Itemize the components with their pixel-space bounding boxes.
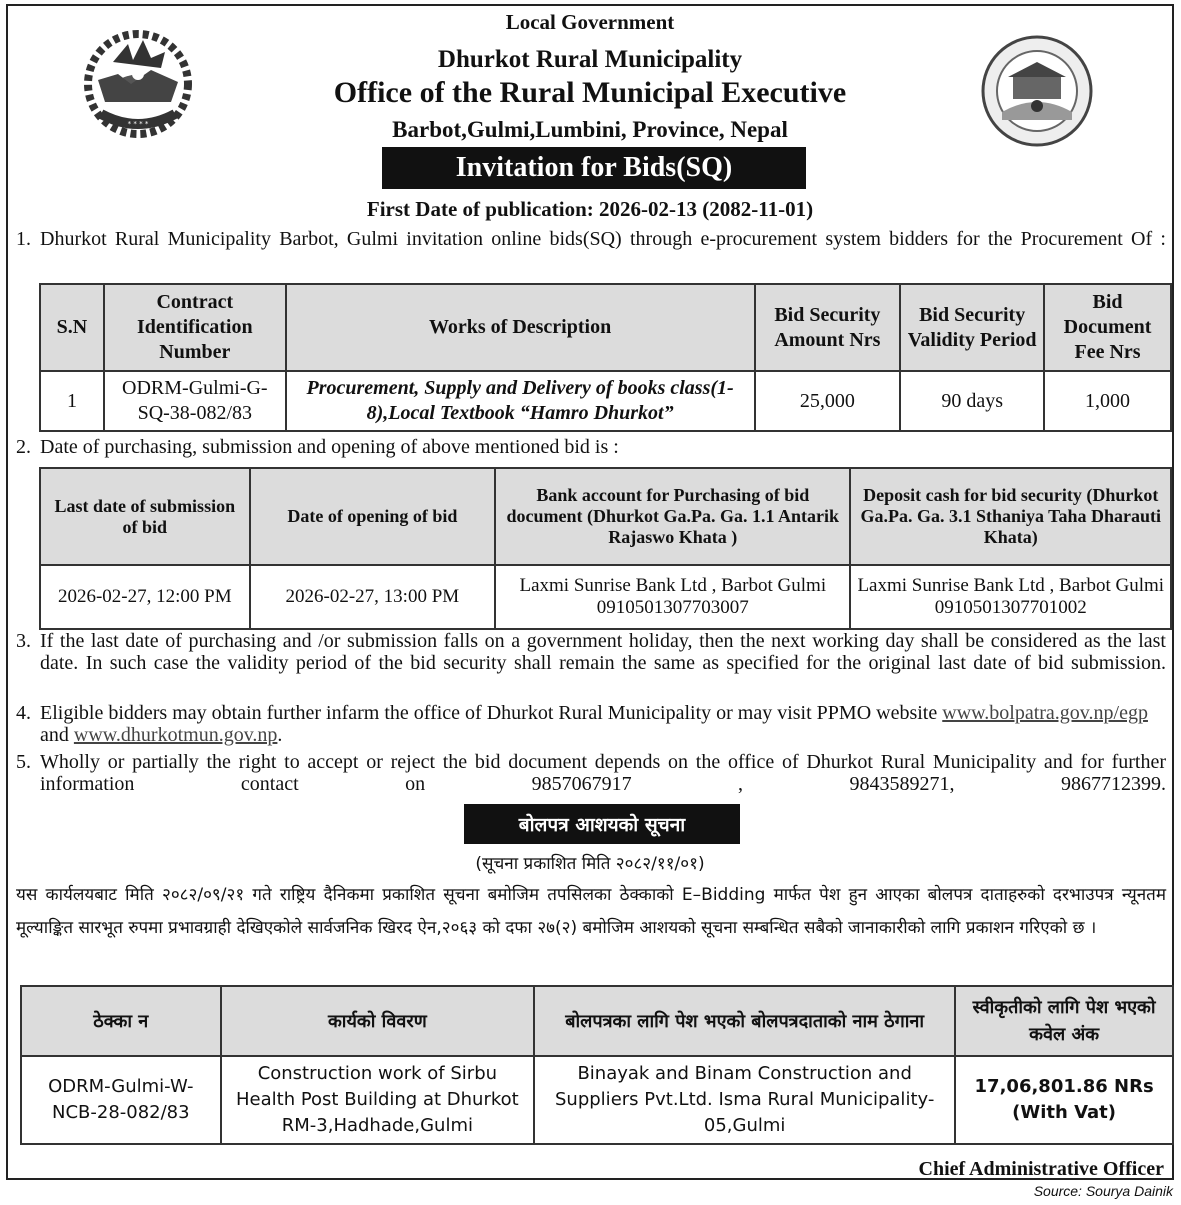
col-work-description: कार्यको विवरण	[221, 986, 535, 1056]
clause-text: If the last date of purchasing and /or submission falls on a government holiday, then the next working day shall be considered as the last date. In such case the validity period of the bid security shall remain the same as specified for the original last date of bid submission.	[40, 630, 1166, 674]
cell-sn: 1	[40, 371, 104, 431]
dhurkotmun-link[interactable]: www.dhurkotmun.gov.np	[73, 724, 278, 746]
clause-4-text-before: Eligible bidders may obtain further infarm the office of Dhurkot Rural Municipality or may visit PPMO website	[40, 702, 943, 724]
intent-notice-paragraph: यस कार्यलयबाट मिति २०८२/०९/२१ गते राष्ट्रिय दैनिकमा प्रकाशित सूचना बमोजिम तपसिलका ठेक्काको E–Bidding मार्फत पेश हुन आएका बोलपत्र दाताहरुको दरभाउपत्र न्यूनतम मूल्याङ्कित सारभूत रुपमा प्रभावग्राही देखिएकोले सार्वजनिक खिरद ऐन,२०६३ को दफा २७(२) बमोजिम आशयको सूचना सम्बन्धित सबैको जानाकारीको लागि प्रकाशन गरिएको छ ।	[16, 885, 1166, 938]
cell-purchase-account: Laxmi Sunrise Bank Ltd , Barbot Gulmi 0910501307703007	[495, 565, 850, 629]
cell-submission-date: 2026-02-27, 12:00 PM	[40, 565, 250, 629]
table-header-row	[40, 284, 1171, 371]
col-validity: Bid Security Validity Period	[900, 284, 1044, 371]
table-row	[21, 1056, 1173, 1144]
clause-text: Dhurkot Rural Municipality Barbot, Gulmi invitation online bids(SQ) through e-procurement system bidders for the Procurement Of :	[40, 228, 1166, 250]
office-name: Office of the Rural Municipal Executive	[333, 76, 847, 109]
col-quoted-amount: स्वीकृतीको लागि पेश भएको कवेल अंक	[955, 986, 1173, 1056]
clause-1	[16, 228, 1166, 272]
clause-number: 5.	[16, 751, 31, 773]
cell-security-account: Laxmi Sunrise Bank Ltd , Barbot Gulmi 0910501307701002	[850, 565, 1171, 629]
municipality-name: Dhurkot Rural Municipality	[437, 46, 743, 73]
clause-number: 4.	[16, 702, 31, 724]
clause-2	[16, 436, 1166, 458]
amount-vat-note: (With Vat)	[1012, 1102, 1117, 1123]
clause-4-text-mid: and	[40, 724, 74, 746]
clause-3	[16, 630, 1166, 696]
col-contract-id: Contract Identification Number	[104, 284, 286, 371]
bid-schedule-table	[39, 467, 1172, 630]
cell-bid-security: 25,000	[755, 371, 901, 431]
clause-text: Date of purchasing, submission and opening of above mentioned bid is :	[40, 436, 619, 458]
col-fee: Bid Document Fee Nrs	[1044, 284, 1171, 371]
office-address: Barbot,Gulmi,Lumbini, Province, Nepal	[392, 117, 788, 142]
bolpatra-link[interactable]: www.bolpatra.gov.np/egp	[942, 702, 1148, 724]
procurement-table	[39, 283, 1172, 432]
clause-number: 2.	[16, 436, 31, 458]
intent-table	[20, 985, 1174, 1145]
table-row	[40, 371, 1171, 431]
cell-description: Procurement, Supply and Delivery of books class(1-8),Local Textbook “Hamro Dhurkot”	[286, 371, 755, 431]
table-header-row	[40, 468, 1171, 565]
col-bid-security: Bid Security Amount Nrs	[755, 284, 901, 371]
amount-value: 17,06,801.86 NRs	[974, 1076, 1154, 1097]
clause-number: 1.	[16, 228, 31, 250]
col-sn: S.N	[40, 284, 104, 371]
cell-bidder: Binayak and Binam Construction and Suppliers Pvt.Ltd. Isma Rural Municipality-05,Gulmi	[534, 1056, 955, 1144]
col-contract-no: ठेक्का न	[21, 986, 221, 1056]
publication-date: First Date of publication: 2026-02-13 (2082-11-01)	[366, 197, 814, 221]
col-opening-date: Date of opening of bid	[250, 468, 495, 565]
table-row	[40, 565, 1171, 629]
cell-work-description: Construction work of Sirbu Health Post Building at Dhurkot RM-3,Hadhade,Gulmi	[221, 1056, 535, 1144]
cell-fee: 1,000	[1044, 371, 1171, 431]
invitation-banner: Invitation for Bids(SQ)	[382, 147, 806, 189]
notice-page	[6, 4, 1174, 1180]
signatory-title: Chief Administrative Officer	[918, 1158, 1164, 1180]
col-purchase-account: Bank account for Purchasing of bid document (Dhurkot Ga.Pa. Ga. 1.1 Antarik Rajaswo Khata )	[495, 468, 850, 565]
cell-validity: 90 days	[900, 371, 1044, 431]
col-security-account: Deposit cash for bid security (Dhurkot Ga.Pa. Ga. 3.1 Sthaniya Taha Dharauti Khata)	[850, 468, 1171, 565]
source-credit: Source: Sourya Dainik	[1033, 1183, 1173, 1199]
clause-number: 3.	[16, 630, 31, 652]
cell-contract-id: ODRM-Gulmi-G-SQ-38-082/83	[104, 371, 286, 431]
col-submission-date: Last date of submission of bid	[40, 468, 250, 565]
svg-text:* * * *: * * * *	[127, 120, 149, 128]
cell-opening-date: 2026-02-27, 13:00 PM	[250, 565, 495, 629]
local-government-label: Local Government	[505, 10, 675, 34]
clause-4-text-after: .	[277, 724, 283, 746]
col-description: Works of Description	[286, 284, 755, 371]
intent-notice-date: (सूचना प्रकाशित मिति २०८२/११/०१)	[475, 854, 705, 874]
clause-text: Wholly or partially the right to accept or reject the bid document depends on the office of Dhurkot Rural Municipality and for further information contact on 9857067917 , 9843589271, 9867712399.	[40, 751, 1166, 795]
cell-contract-no: ODRM-Gulmi-W-NCB-28-082/83	[21, 1056, 221, 1144]
cell-quoted-amount	[955, 1056, 1173, 1144]
col-bidder: बोलपत्रका लागि पेश भएको बोलपत्रदाताको नाम ठेगाना	[534, 986, 955, 1056]
table-header-row	[21, 986, 1173, 1056]
intent-notice-banner: बोलपत्र आशयको सूचना	[464, 804, 740, 844]
